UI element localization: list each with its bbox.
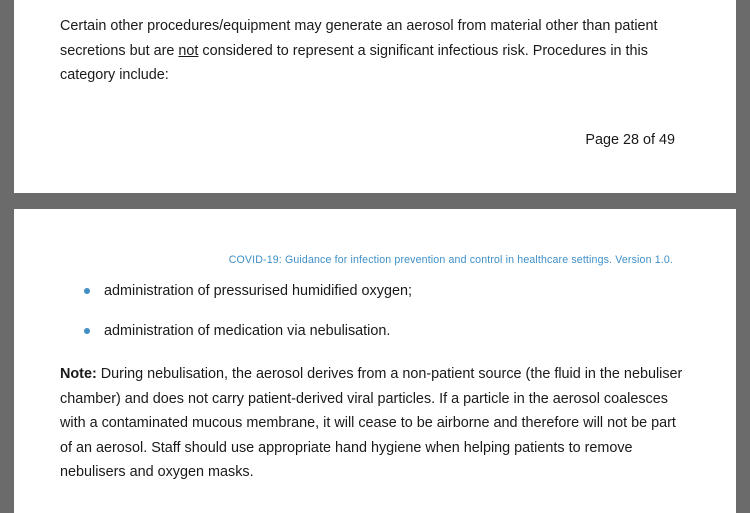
document-page-top	[14, 0, 736, 193]
list-item-text: administration of medication via nebulisation.	[104, 323, 391, 339]
underlined-not: not	[178, 42, 199, 59]
note-text: During nebulisation, the aerosol derives from a non-patient source (the fluid in the nebuliser chamber) and does not carry patient-derived viral particles. If a particle in the aerosol coalesces with a contaminated mucous membrane, it will cease to be airborne and therefore will not be part of an aerosol. Staff should use appropriate hand hygiene when helping patients to remove nebulisers and oxygen masks.	[60, 366, 683, 480]
bullet-dot-icon	[84, 288, 90, 294]
paragraph-text-start: Certain other procedures/equipment may generate an aerosol from material other than patient secretions but are	[60, 18, 658, 59]
list-item-text: administration of pressurised humidified oxygen;	[104, 283, 412, 299]
list-item	[84, 321, 412, 341]
list-item	[84, 281, 412, 301]
bullet-dot-icon	[84, 328, 90, 334]
page-number: Page 28 of 49	[585, 132, 675, 148]
note-paragraph	[60, 362, 690, 485]
document-page-bottom	[14, 209, 736, 513]
procedure-list	[84, 281, 412, 361]
note-label: Note:	[60, 366, 97, 382]
procedures-paragraph	[60, 14, 690, 88]
paragraph-text-end: considered to represent a significant infectious risk. Procedures in this category include:	[60, 42, 648, 83]
running-header: COVID-19: Guidance for infection prevention and control in healthcare settings. Version 1.0.	[228, 254, 673, 266]
